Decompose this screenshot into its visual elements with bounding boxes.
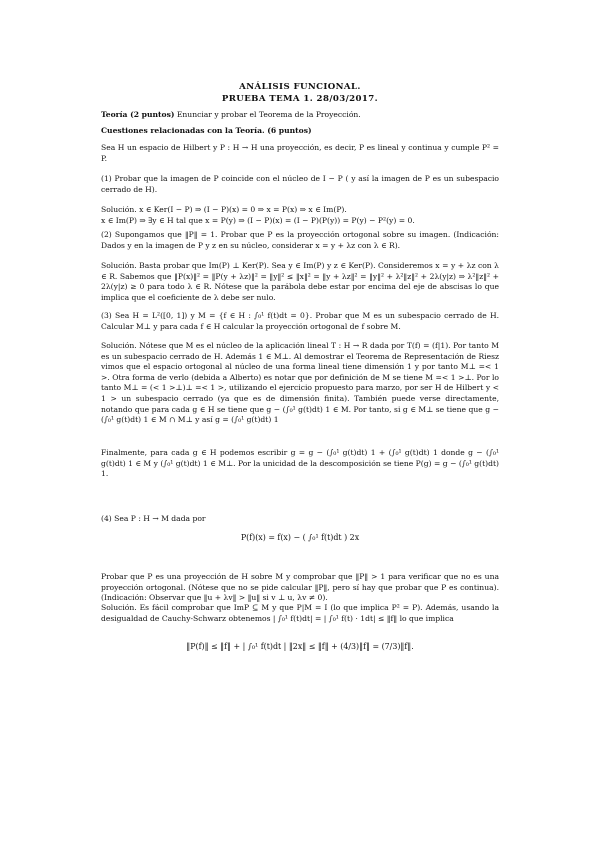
question-3-solution-part-a: Solución. Nótese que M es el núcleo de la aplicación lineal T : H → R dada por T(f) = (f|1). Por tanto M es un subespacio cerrado de H. Además 1 ∈ M⊥. Al demostrar el Teorema de Representación de Riesz vimos que el espacio ortogonal al núcleo de una forma lineal tiene dimensión 1 y por tanto M⊥ =< 1 >. Otra forma de verlo (debida a Alberto) es notar que por definición de M se tiene M =< 1 >⊥. Por lo tanto M⊥ = (< 1 >⊥)⊥ =< 1 >, utilizando el ejercicio propuesto para marzo, por ser H de Hilbert y < 1 > un subespacio cerrado (ya que es de dimensión finita). También puede verse directamente, notando que para cada g ∈ H se tiene que g − (∫₀¹ g(t)dt) 1 ∈ M. Por tanto, si g ∈ M⊥ se tiene que g − (∫₀¹ g(t)dt) 1 ∈ M ∩ M⊥ y así g = (∫₀¹ g(t)dt) 1 [101, 341, 499, 425]
question-4-formula: P(f)(x) = f(x) − ( ∫₀¹ f(t)dt ) 2x [240, 533, 360, 542]
document-subtitle: PRUEBA TEMA 1. 28/03/2017. [221, 94, 379, 104]
question-4-statement: (4) Sea P : H → M dada por [101, 514, 206, 523]
document-title: ANÁLISIS FUNCIONAL. [239, 82, 361, 92]
theory-paragraph [101, 110, 499, 121]
question-3-solution-part-b: Finalmente, para cada g ∈ H podemos escribir g = g − (∫₀¹ g(t)dt) 1 + (∫₀¹ g(t)dt) 1 donde g − (∫₀¹ g(t)dt) 1 ∈ M y (∫₀¹ g(t)dt) 1 ∈ M⊥. Por la unicidad de la descomposición se tiene P(g) = g − (∫₀¹ g(t)dt) 1. [101, 448, 499, 479]
question-4-final-formula: ‖P(f)‖ ≤ ‖f‖ + | ∫₀¹ f(t)dt | ‖2x‖ ≤ ‖f‖ + (4/3)‖f‖ = (7/3)‖f‖. [186, 642, 414, 651]
intro-paragraph: Sea H un espacio de Hilbert y P : H → H una proyección, es decir, P es lineal y continua y cumple P² = P. [101, 143, 499, 163]
theory-label: Teoría (2 puntos) [101, 110, 175, 119]
question-4-statement-continued: Probar que P es una proyección de H sobre M y comprobar que ‖P‖ > 1 para verificar que no es una proyección ortogonal. (Nótese que no se pide calcular ‖P‖, pero sí hay que probar que P es continua). (Indicación: Observar que ‖u + λv‖ > ‖u‖ si v ⊥ u, λv ≠ 0). [101, 572, 499, 603]
questions-heading: Cuestiones relacionadas con la Teoría. (6 puntos) [101, 126, 312, 135]
question-1-statement: (1) Probar que la imagen de P coincide con el núcleo de I − P ( y así la imagen de P es un subespacio cerrado de H). [101, 174, 499, 194]
question-2-solution: Solución. Basta probar que Im(P) ⊥ Ker(P). Sea y ∈ Im(P) y z ∈ Ker(P). Consideremos x = y + λz con λ ∈ R. Sabemos que ‖P(x)‖² = ‖P(y + λz)‖² = ‖y‖² ≤ ‖x‖² = ‖y + λz‖² = ‖y‖² + λ²‖z‖² + 2λ(y|z) ⇒ λ²‖z‖² + 2λ(y|z) ≥ 0 para todo λ ∈ R. Nótese que la parábola debe estar por encima del eje de abscisas lo que implica que el coeficiente de λ debe ser nulo. [101, 261, 499, 302]
question-2-statement: (2) Supongamos que ‖P‖ = 1. Probar que P es la proyección ortogonal sobre su imagen. (Indicación: Dados y en la imagen de P y z en su núcleo, considerar x = y + λz con λ ∈ R). [101, 230, 499, 250]
question-1-solution: Solución. x ∈ Ker(I − P) ⇒ (I − P)(x) = 0 ⇒ x = P(x) ⇒ x ∈ Im(P). x ∈ Im(P) ⇒ ∃y ∈ H tal que x = P(y) ⇒ (I − P)(x) = (I − P)(P(y)) = P(y) − P²(y) = 0. [101, 205, 415, 225]
question-4-solution: Solución. Es fácil comprobar que ImP ⊆ M y que P|M = I (lo que implica P² = P). Además, usando la desigualdad de Cauchy-Schwarz obtenemos | ∫₀¹ f(t)dt| = | ∫₀¹ f(t) · 1dt| ≤ ‖f‖ lo que implica [101, 603, 499, 623]
question-3-statement: (3) Sea H = L²([0, 1]) y M = {f ∈ H : ∫₀¹ f(t)dt = 0}. Probar que M es un subespacio cerrado de H. Calcular M⊥ y para cada f ∈ H calcular la proyección ortogonal de f sobre M. [101, 311, 499, 331]
theory-text: Enunciar y probar el Teorema de la Proyección. [174, 110, 361, 119]
